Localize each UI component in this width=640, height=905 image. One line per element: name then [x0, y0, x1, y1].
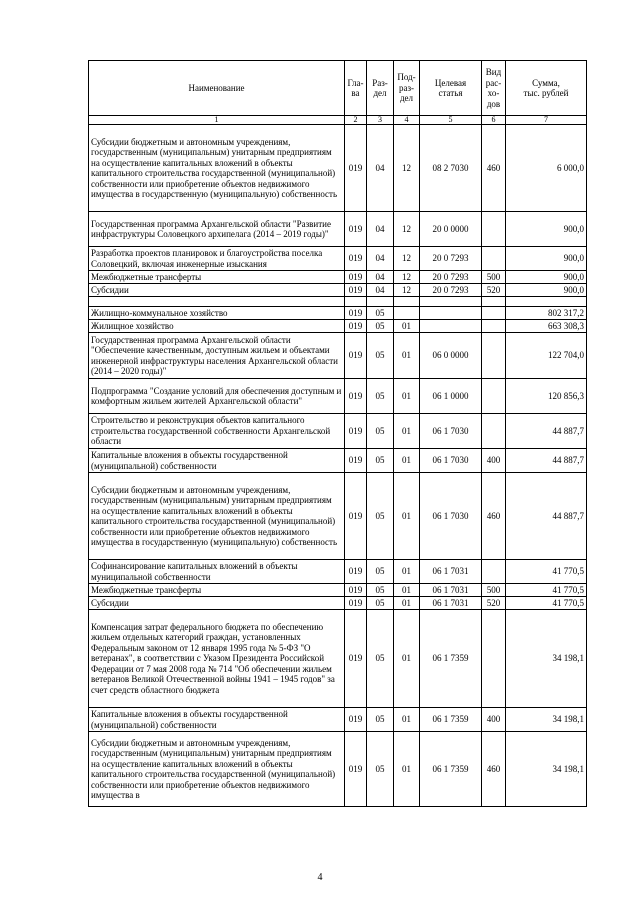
row-section: 05	[367, 307, 394, 320]
spacer-row	[89, 297, 587, 307]
row-amount: 34 198,1	[506, 732, 587, 807]
row-subsection	[394, 307, 420, 320]
row-amount: 900,0	[506, 212, 587, 247]
row-expense-type: 400	[482, 708, 506, 732]
row-section	[367, 297, 394, 307]
row-amount: 44 887,7	[506, 414, 587, 449]
row-name: Государственная программа Архангельской области "Обеспечение качественным, доступным жильем и объектами инженерной инфраструктуры населения Архангельской области (2014 – 2020 годы)"	[89, 333, 345, 379]
row-target-article: 20 0 7293	[420, 247, 482, 271]
row-subsection: 01	[394, 560, 420, 584]
row-subsection: 12	[394, 247, 420, 271]
row-name: Межбюджетные трансферты	[89, 271, 345, 284]
row-section: 04	[367, 247, 394, 271]
table-row	[89, 584, 587, 597]
row-chapter: 019	[345, 212, 367, 247]
row-expense-type	[482, 610, 506, 708]
column-number: 3	[367, 116, 394, 125]
row-chapter: 019	[345, 247, 367, 271]
row-target-article: 06 1 7030	[420, 449, 482, 473]
table-row	[89, 414, 587, 449]
row-section: 04	[367, 212, 394, 247]
header-chapter: Гла- ва	[345, 61, 367, 116]
row-section: 05	[367, 473, 394, 560]
row-chapter: 019	[345, 284, 367, 297]
row-chapter: 019	[345, 414, 367, 449]
table-row	[89, 379, 587, 414]
row-name: Софинансирование капитальных вложений в объекты муниципальной собственности	[89, 560, 345, 584]
row-amount: 41 770,5	[506, 560, 587, 584]
row-subsection: 01	[394, 732, 420, 807]
table-row	[89, 449, 587, 473]
row-expense-type	[482, 307, 506, 320]
column-number-row	[89, 116, 587, 125]
table-row	[89, 271, 587, 284]
row-target-article: 06 1 7031	[420, 560, 482, 584]
row-section: 05	[367, 449, 394, 473]
table-row	[89, 307, 587, 320]
row-section: 05	[367, 379, 394, 414]
row-name: Разработка проектов планировок и благоустройства поселка Соловецкий, включая инженерные изыскания	[89, 247, 345, 271]
column-number: 7	[506, 116, 587, 125]
row-amount: 34 198,1	[506, 708, 587, 732]
row-name: Строительство и реконструкция объектов капитального строительства государственной собственности Архангельской области	[89, 414, 345, 449]
row-amount: 802 317,2	[506, 307, 587, 320]
row-section: 05	[367, 414, 394, 449]
row-name: Субсидии	[89, 284, 345, 297]
budget-table	[88, 60, 587, 807]
row-expense-type: 460	[482, 125, 506, 212]
row-name: Компенсация затрат федерального бюджета по обеспечению жильем отдельных категорий граждан, установленных Федеральным законом от 12 января 1995 года № 5-ФЗ "О ветеранах", в соответствии с Указом Президента Российской Федерации от 7 мая 2008 года № 714 "Об обеспечении жильем ветеранов Великой Отечественной войны 1941 – 1945 годов" за счет средств областного бюджета	[89, 610, 345, 708]
row-chapter: 019	[345, 320, 367, 333]
row-name: Субсидии	[89, 597, 345, 610]
header-row	[89, 61, 587, 116]
table-row	[89, 708, 587, 732]
row-name: Капитальные вложения в объекты государственной (муниципальной) собственности	[89, 708, 345, 732]
row-subsection: 01	[394, 333, 420, 379]
row-section: 05	[367, 333, 394, 379]
table-row	[89, 247, 587, 271]
row-name: Жилищное хозяйство	[89, 320, 345, 333]
row-expense-type: 520	[482, 597, 506, 610]
row-amount: 44 887,7	[506, 473, 587, 560]
row-chapter: 019	[345, 708, 367, 732]
header-section: Раз- дел	[367, 61, 394, 116]
row-chapter: 019	[345, 307, 367, 320]
row-amount: 120 856,3	[506, 379, 587, 414]
row-section: 04	[367, 284, 394, 297]
row-chapter: 019	[345, 271, 367, 284]
row-name: Жилищно-коммунальное хозяйство	[89, 307, 345, 320]
row-expense-type	[482, 414, 506, 449]
row-expense-type	[482, 560, 506, 584]
row-section: 05	[367, 584, 394, 597]
row-name	[89, 297, 345, 307]
table-row	[89, 284, 587, 297]
header-target: Целевая статья	[420, 61, 482, 116]
row-amount: 900,0	[506, 271, 587, 284]
table-row	[89, 125, 587, 212]
row-target-article: 06 1 0000	[420, 379, 482, 414]
row-name: Подпрограмма "Создание условий для обеспечения доступным и комфортным жильем жителей Архангельской области"	[89, 379, 345, 414]
row-section: 05	[367, 597, 394, 610]
row-target-article: 20 0 0000	[420, 212, 482, 247]
row-subsection: 01	[394, 584, 420, 597]
row-chapter	[345, 297, 367, 307]
row-expense-type	[482, 333, 506, 379]
row-expense-type: 500	[482, 584, 506, 597]
row-expense-type: 500	[482, 271, 506, 284]
row-expense-type	[482, 212, 506, 247]
row-name: Субсидии бюджетным и автономным учреждениям, государственным (муниципальным) унитарным предприятиям на осуществление капитальных вложений в объекты капитального строительства государственной (муниципальной) собственности или приобретение объектов недвижимого имущества в государственную (муниципальную) собственность	[89, 125, 345, 212]
row-name: Субсидии бюджетным и автономным учреждениям, государственным (муниципальным) унитарным предприятиям на осуществление капитальных вложений в объекты капитального строительства государственной (муниципальной) собственности или приобретение объектов недвижимого имущества в	[89, 732, 345, 807]
row-chapter: 019	[345, 597, 367, 610]
row-section: 05	[367, 320, 394, 333]
header-name: Наименование	[89, 61, 345, 116]
table-row	[89, 473, 587, 560]
row-amount: 122 704,0	[506, 333, 587, 379]
row-subsection: 01	[394, 320, 420, 333]
row-amount: 44 887,7	[506, 449, 587, 473]
row-target-article: 20 0 7293	[420, 271, 482, 284]
header-expense-type: Вид рас- хо- дов	[482, 61, 506, 116]
row-subsection: 12	[394, 284, 420, 297]
row-expense-type	[482, 247, 506, 271]
page-number: 4	[317, 872, 323, 883]
row-amount: 41 770,5	[506, 597, 587, 610]
row-amount: 663 308,3	[506, 320, 587, 333]
table-row	[89, 610, 587, 708]
row-amount: 41 770,5	[506, 584, 587, 597]
row-expense-type	[482, 379, 506, 414]
table-body	[89, 125, 587, 807]
table-row	[89, 212, 587, 247]
header-amount: Сумма, тыс. рублей	[506, 61, 587, 116]
row-section: 04	[367, 125, 394, 212]
row-expense-type	[482, 320, 506, 333]
row-target-article: 06 1 7031	[420, 597, 482, 610]
row-target-article: 06 0 0000	[420, 333, 482, 379]
row-target-article: 06 1 7030	[420, 473, 482, 560]
row-name: Капитальные вложения в объекты государственной (муниципальной) собственности	[89, 449, 345, 473]
row-expense-type: 520	[482, 284, 506, 297]
row-chapter: 019	[345, 125, 367, 212]
row-subsection: 01	[394, 473, 420, 560]
row-amount: 6 000,0	[506, 125, 587, 212]
row-chapter: 019	[345, 333, 367, 379]
row-target-article: 06 1 7359	[420, 610, 482, 708]
row-amount: 900,0	[506, 247, 587, 271]
column-number: 6	[482, 116, 506, 125]
row-target-article	[420, 307, 482, 320]
column-number: 5	[420, 116, 482, 125]
row-chapter: 019	[345, 732, 367, 807]
row-chapter: 019	[345, 610, 367, 708]
table-row	[89, 560, 587, 584]
column-number: 2	[345, 116, 367, 125]
row-target-article: 08 2 7030	[420, 125, 482, 212]
table-row	[89, 732, 587, 807]
row-name: Субсидии бюджетным и автономным учреждениям, государственным (муниципальным) унитарным предприятиям на осуществление капитальных вложений в объекты капитального строительства государственной (муниципальной) собственности или приобретение объектов недвижимого имущества в государственную (муниципальную) собственность	[89, 473, 345, 560]
row-chapter: 019	[345, 379, 367, 414]
row-target-article	[420, 297, 482, 307]
row-section: 05	[367, 732, 394, 807]
row-target-article: 06 1 7359	[420, 732, 482, 807]
row-section: 05	[367, 708, 394, 732]
row-section: 05	[367, 560, 394, 584]
row-target-article: 20 0 7293	[420, 284, 482, 297]
row-name: Межбюджетные трансферты	[89, 584, 345, 597]
row-target-article: 06 1 7031	[420, 584, 482, 597]
row-subsection: 01	[394, 597, 420, 610]
row-target-article	[420, 320, 482, 333]
row-subsection: 01	[394, 708, 420, 732]
table-row	[89, 597, 587, 610]
row-subsection	[394, 297, 420, 307]
row-expense-type: 400	[482, 449, 506, 473]
row-chapter: 019	[345, 473, 367, 560]
row-chapter: 019	[345, 584, 367, 597]
row-target-article: 06 1 7359	[420, 708, 482, 732]
row-chapter: 019	[345, 449, 367, 473]
row-amount: 900,0	[506, 284, 587, 297]
row-chapter: 019	[345, 560, 367, 584]
table-row	[89, 333, 587, 379]
row-subsection: 12	[394, 271, 420, 284]
row-section: 04	[367, 271, 394, 284]
header-subsection: Под- раз- дел	[394, 61, 420, 116]
row-amount	[506, 297, 587, 307]
row-target-article: 06 1 7030	[420, 414, 482, 449]
row-subsection: 01	[394, 414, 420, 449]
row-name: Государственная программа Архангельской области "Развитие инфраструктуры Соловецкого архипелага (2014 – 2019 годы)"	[89, 212, 345, 247]
row-amount: 34 198,1	[506, 610, 587, 708]
row-subsection: 12	[394, 125, 420, 212]
row-expense-type: 460	[482, 732, 506, 807]
row-subsection: 12	[394, 212, 420, 247]
row-subsection: 01	[394, 379, 420, 414]
row-section: 05	[367, 610, 394, 708]
table-row	[89, 320, 587, 333]
column-number: 4	[394, 116, 420, 125]
row-expense-type	[482, 297, 506, 307]
row-subsection: 01	[394, 449, 420, 473]
column-number: 1	[89, 116, 345, 125]
row-subsection: 01	[394, 610, 420, 708]
row-expense-type: 460	[482, 473, 506, 560]
